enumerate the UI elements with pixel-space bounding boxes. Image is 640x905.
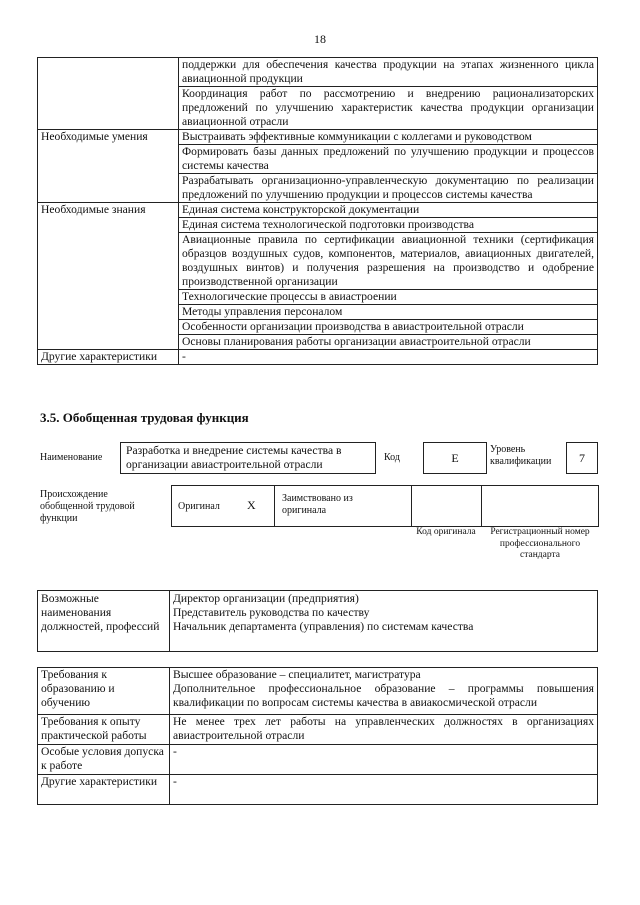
requirement-item: Не менее трех лет работы на управленческих должностях в организациях авиастроительной отрасли (170, 715, 598, 745)
table-cell-label: Необходимые знания (38, 203, 179, 350)
table-cell: Единая система технологической подготовки производства (179, 218, 598, 233)
origin-divider (274, 485, 275, 526)
requirement-label: Особые условия допуска к работе (38, 745, 170, 775)
requirement-values (170, 668, 598, 715)
table-row (38, 591, 598, 652)
requirement-item: - (170, 745, 598, 775)
table-row (38, 203, 598, 218)
positions-table (37, 590, 598, 652)
level-value: 7 (579, 451, 585, 465)
code-value-box (423, 442, 487, 474)
table-cell: Основы планирования работы организации авиастроительной отрасли (179, 335, 598, 350)
table-row (38, 775, 598, 805)
table-cell: Технологические процессы в авиастроении (179, 290, 598, 305)
skills-knowledge-table (37, 57, 598, 365)
origin-divider (411, 485, 412, 526)
table-cell-label (38, 58, 179, 130)
code-label: Код (384, 452, 400, 463)
table-row (38, 715, 598, 745)
requirement-item: Дополнительное профессиональное образование – программы повышения квалификации по вопросам системы качества в авиакосмической отрасли (173, 682, 594, 709)
table-cell: Формировать базы данных предложений по улучшению продукции и процессов системы качества (179, 145, 598, 174)
code-value: E (451, 451, 459, 465)
requirements-table (37, 667, 598, 805)
table-cell: Координация работ по рассмотрению и внедрению рационализаторских предложений по улучшению характеристик качества продукции организации авиационной отрасли (179, 87, 598, 130)
table-cell-label: Другие характеристики (38, 350, 179, 365)
table-row (38, 58, 598, 87)
original-label: Оригинал (178, 501, 220, 512)
section-title: 3.5. Обобщенная трудовая функция (40, 410, 249, 425)
position-item: Начальник департамента (управления) по системам качества (173, 620, 474, 633)
table-row (38, 130, 598, 145)
borrowed-label: Заимствовано из оригинала (282, 493, 353, 516)
table-row (38, 668, 598, 715)
position-item: Директор организации (предприятия) (173, 592, 359, 605)
table-row (38, 745, 598, 775)
table-cell: Выстраивать эффективные коммуникации с коллегами и руководством (179, 130, 598, 145)
table-cell: - (179, 350, 598, 365)
requirement-item: - (170, 775, 598, 805)
name-value-box (120, 442, 376, 474)
table-cell: Особенности организации производства в авиастроительной отрасли (179, 320, 598, 335)
name-value: Разработка и внедрение системы качества в организации авиастроительной отрасли (126, 444, 342, 471)
table-row (38, 350, 598, 365)
position-item: Представитель руководства по качеству (173, 606, 370, 619)
table-cell: поддержки для обеспечения качества продукции на этапах жизненного цикла авиационной продукции (179, 58, 598, 87)
requirement-label: Требования к образованию и обучению (38, 668, 170, 715)
origin-label: Происхождение обобщенной трудовой функции (40, 489, 135, 524)
reg-caption: Регистрационный номер профессионального стандарта (490, 527, 590, 560)
level-label: Уровень квалификации (490, 444, 552, 467)
requirement-label: Другие характеристики (38, 775, 170, 805)
table-cell: Авиационные правила по сертификации авиационной техники (сертификация образцов воздушных судов, компонентов, материалов, авиационных двигателей, воздушных винтов) и получения разрешения на производство и одобрение производственной организации (179, 233, 598, 290)
positions-label: Возможные наименования должностей, профессий (38, 591, 170, 652)
requirement-label: Требования к опыту практической работы (38, 715, 170, 745)
origin-divider (481, 485, 482, 526)
requirement-item: Высшее образование – специалитет, магистратура (173, 668, 421, 681)
table-cell-label: Необходимые умения (38, 130, 179, 203)
positions-values (170, 591, 598, 652)
table-cell: Единая система конструкторской документации (179, 203, 598, 218)
name-label: Наименование (40, 452, 103, 463)
original-mark: X (247, 498, 256, 512)
code-caption: Код оригинала (416, 527, 476, 537)
table-cell: Методы управления персоналом (179, 305, 598, 320)
page-number: 18 (314, 32, 326, 46)
level-value-box (566, 442, 598, 474)
table-cell: Разрабатывать организационно-управленческую документацию по реализации предложений по улучшению продукции и процессов системы качества (179, 174, 598, 203)
